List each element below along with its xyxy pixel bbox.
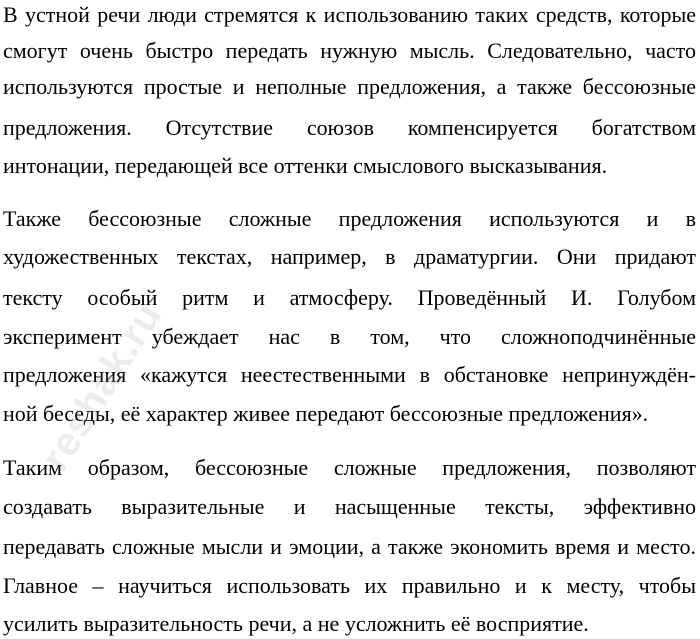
text-line: интонации, передающей все оттенки смыслового высказывания.	[3, 153, 608, 178]
text-line: художественных текстах, например, в драматургии. Они придают	[3, 244, 696, 269]
text-line: Таким образом, бессоюзные сложные предложения, позволяют	[3, 455, 696, 480]
text-line: тексту особый ритм и атмосферу. Проведённый И. Голубом	[3, 285, 696, 310]
text-line: создавать выразительные и насыщенные тексты, эффективно	[3, 494, 696, 519]
document-page	[3, 0, 696, 639]
text-line: эксперимент убеждает нас в том, что сложноподчинённые	[3, 324, 696, 349]
text-line: ной беседы, её характер живее передают бессоюзные предложения».	[3, 401, 649, 426]
text-line: смогут очень быстро передать нужную мысль. Следовательно, часто	[3, 38, 696, 63]
text-line: используются простые и неполные предложения, а также бессоюзные	[3, 74, 696, 99]
watermark: reshak.ru	[33, 294, 171, 479]
text-line: предложения. Отсутствие союзов компенсируется богатством	[3, 115, 696, 140]
text-line: В устной речи люди стремятся к использованию таких средств, которые	[3, 2, 696, 27]
text-line: усилить выразительность речи, а не усложнить её восприятие.	[3, 611, 589, 636]
text-line: предложения «кажутся неестественными в обстановке непринуждён-	[3, 362, 696, 387]
text-line: Главное – научиться использовать их правильно и к месту, чтобы	[3, 573, 696, 598]
text-line: передавать сложные мысли и эмоции, а также экономить время и место.	[3, 534, 696, 559]
text-line: Также бессоюзные сложные предложения используются и в	[3, 206, 696, 231]
